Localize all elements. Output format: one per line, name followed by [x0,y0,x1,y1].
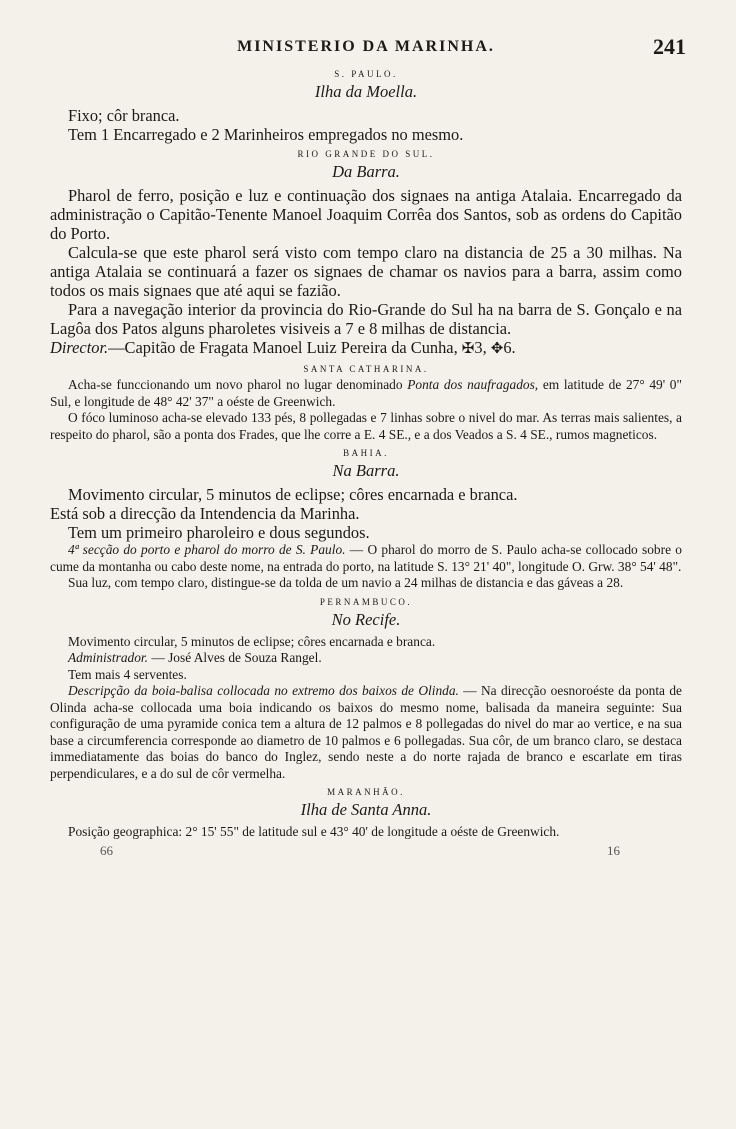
section-s-paulo [50,69,682,144]
signature-mark: 66 [100,842,113,858]
page-footer [50,843,682,861]
director-label: Director. [50,338,109,357]
section-title: Na Barra. [332,461,400,480]
director-line [50,338,682,359]
section-rio-grande [50,149,682,359]
running-title: MINISTERIO DA MARINHA. [237,38,495,55]
province-heading: PERNAMBUCO. [319,596,413,607]
order-value: 3, [474,338,487,357]
subsection-label: 4ª secção do porto e pharol do morro de S. Paulo. [68,542,346,557]
text-run: — O pharol do morro de S. Paulo acha-se collocado sobre o cume da montanha ou cabo deste nome, na entrada do porto, na latitude S. 13° 21' 40", longitude O. Grw. 38° 54' 48". [50,542,682,574]
signature-mark: 16 [607,842,620,858]
province-heading: MARANHÃO. [327,787,405,797]
page-header [50,34,686,64]
cross-order-icon: ✠ [461,341,475,357]
section-title: No Recife. [331,609,401,629]
subsection-label: Descripção da boia-balisa collocada no extremo dos baixos de Olinda. [68,683,459,698]
province-heading: RIO GRANDE DO SUL. [297,149,435,159]
paragraph [50,542,682,575]
page-number: 241 [653,34,686,59]
paragraph: Tem um primeiro pharoleiro e dous segundos. [68,523,370,542]
paragraph: Está sob a direcção da Intendencia da Marinha. [50,504,360,523]
director-text: —Capitão de Fragata Manoel Luiz Pereira da Cunha, [108,338,458,357]
paragraph: O fóco luminoso acha-se elevado 133 pés, 8 pollegadas e 7 linhas sobre o nivel do mar. As terras mais salientes, a respeito do pharol, são a ponta dos Frades, que lhe corre a E. 4 SE., e a dos Veados a S. 4 SE., rumos magneticos. [50,410,682,442]
paragraph: Pharol de ferro, posição e luz e continuação dos signaes na antiga Atalaia. Encarregado da administração o Capitão-Tenente Manoel Joaquim Corrêa dos Santos, sob as ordens do Capitão do Porto. [50,186,682,243]
document-page [50,34,686,861]
paragraph [50,377,682,410]
province-heading: S. PAULO. [334,69,398,79]
section-title: Ilha da Moella. [314,82,418,101]
paragraph: Posição geographica: 2° 15' 55" de latitude sul e 43° 40' de longitude a oéste de Greenwich. [68,824,560,839]
text-run: em latitude de 27° 49' 0" Sul, e longitude de 48° 42' 37" a oéste de Greenwich. [50,377,682,409]
paragraph: Calcula-se que este pharol será visto com tempo claro na distancia de 25 a 30 milhas. Na antiga Atalaia se continuará a fazer os signaes de chamar os navios para a barra, assim como todos os mais signaes que até aqui se fazião. [50,243,682,300]
text-run: — Na direcção oesnoroéste da ponta de Olinda acha-se collocada uma boia indicando os baixos do mesmo nome, balisada da maneira seguinte: Sua configuração de uma pyramide conica tem a altura de 12 palmos e 8 pollegadas do nivel do mar ao vertice, e na sua base a circumferencia corresponde ao diametro de 10 palmos e 6 pollegadas. Sua côr, de um branco claro, se destaca immediatamente das boias do banco do Inglez, sendo neste a do norte rajada de branco e escarlate em tiras perpendiculares, e a do sul de côr vermelha. [50,683,682,781]
section-bahia [50,448,682,592]
paragraph: Movimento circular, 5 minutos de eclipse; côres encarnada e branca. [68,485,518,504]
text-run: Acha-se funccionando um novo pharol no lugar denominado [68,377,403,392]
section-pernambuco [50,597,682,783]
province-heading: SANTA CATHARINA. [303,364,429,374]
admin-label: Administrador. [68,650,148,665]
paragraph [50,683,682,782]
paragraph: Tem 1 Encarregado e 2 Marinheiros empregados no mesmo. [68,125,464,144]
paragraph: Tem mais 4 serventes. [68,666,187,682]
admin-line [50,650,682,667]
section-title: Da Barra. [332,162,400,181]
section-title: Ilha de Santa Anna. [300,800,432,819]
section-maranhao [50,787,682,841]
place-name: Ponta dos naufragados, [407,377,539,392]
admin-text: — José Alves de Souza Rangel. [151,650,322,665]
paragraph: Movimento circular, 5 minutos de eclipse; côres encarnada e branca. [68,633,436,649]
paragraph: Sua luz, com tempo claro, distingue-se da tolda de um navio a 24 milhas de distancia e das gáveas a 28. [68,575,624,590]
rose-order-icon: ✥ [490,341,504,357]
order-value: 6. [503,338,516,357]
paragraph: Fixo; côr branca. [68,106,180,125]
section-santa-catharina [50,364,682,443]
province-heading: BAHIA. [343,448,389,458]
paragraph: Para a navegação interior da provincia do Rio-Grande do Sul ha na barra de S. Gonçalo e na Lagôa dos Patos alguns pharoletes visiveis a 7 e 8 milhas de distancia. [50,300,682,338]
